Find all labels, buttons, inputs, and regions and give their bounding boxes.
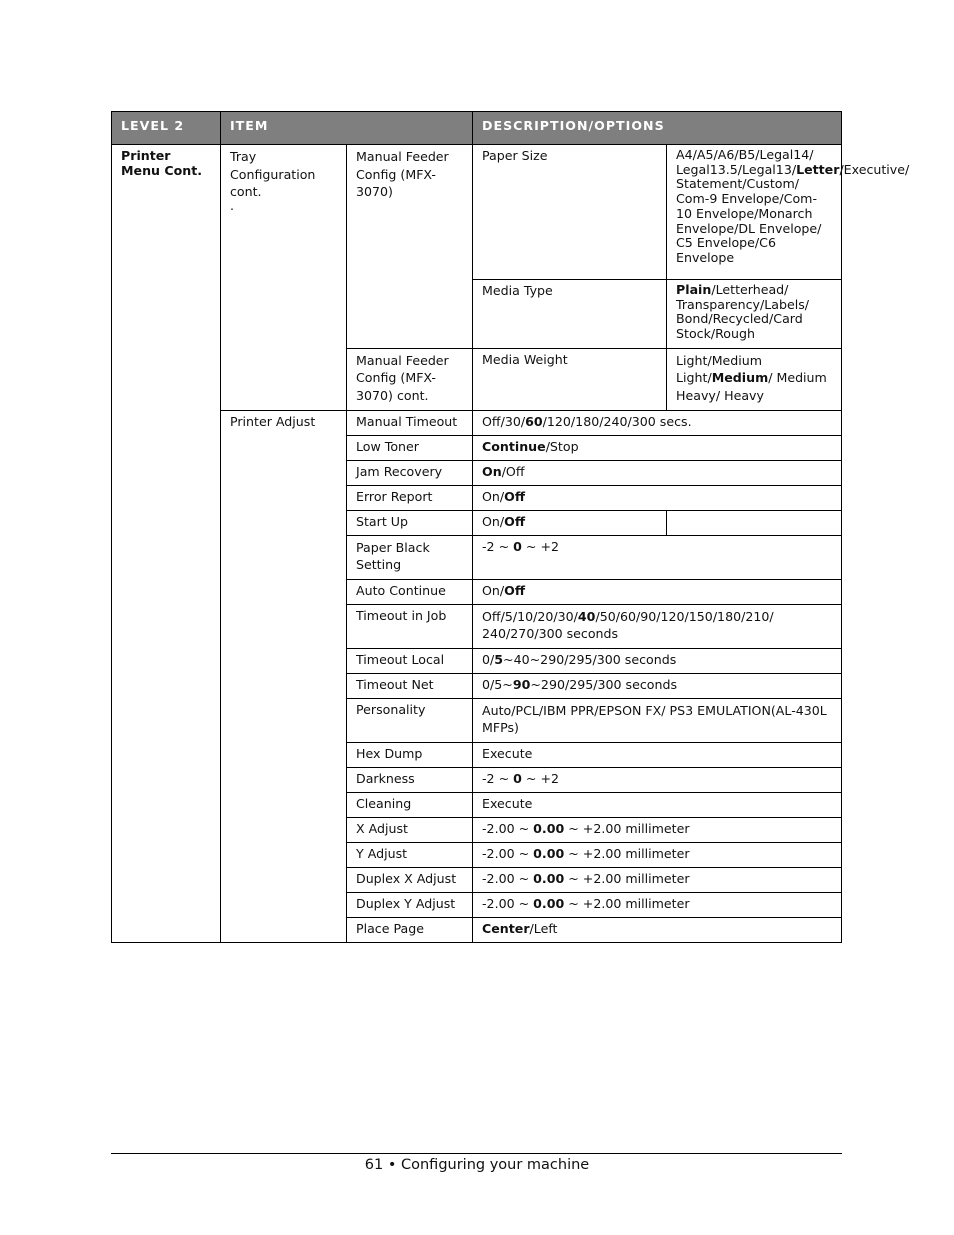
setting-options: [473, 674, 842, 699]
page-number: 61: [364, 1157, 384, 1173]
tray-config-dot: .: [230, 197, 235, 213]
option-text: ~ +2.00 millimeter: [564, 821, 690, 837]
option-text: ~40~290/295/300 seconds: [503, 652, 677, 668]
setting-label: Duplex Y Adjust: [347, 893, 473, 918]
level2-cell: Printer Menu Cont.: [112, 145, 221, 943]
setting-label: Hex Dump: [347, 743, 473, 768]
option-text: -2.00 ~: [482, 821, 534, 837]
option-text: 0/: [482, 652, 495, 668]
tray-config-cell: [221, 145, 347, 411]
printer-menu-table: [111, 111, 910, 943]
printer-adjust-cell: Printer Adjust: [221, 411, 347, 943]
option-text: Off/30/: [482, 414, 526, 430]
media-weight-label: Media Weight: [473, 348, 667, 411]
setting-options: [473, 486, 842, 511]
default-option: 0.00: [533, 871, 565, 887]
media-type-label: Media Type: [473, 280, 667, 349]
option-text: -2.00 ~: [482, 896, 534, 912]
setting-options: [473, 649, 842, 674]
option-text: Light/Medium Light/: [676, 352, 763, 386]
table-row: [112, 411, 842, 436]
table-header-row: [112, 112, 842, 145]
default-option: On: [482, 464, 502, 480]
option-text: -2 ~: [482, 771, 514, 787]
setting-options: [473, 793, 842, 818]
option-text: On/: [482, 583, 505, 599]
setting-label: Personality: [347, 699, 473, 743]
empty-cell: [667, 511, 842, 536]
setting-label: Jam Recovery: [347, 461, 473, 486]
default-option: Letter: [796, 161, 840, 177]
footer-bullet: •: [387, 1157, 397, 1173]
option-text: /Off: [501, 464, 525, 480]
option-text: Off/5/10/20/30/: [482, 609, 578, 625]
default-option: Off: [504, 489, 526, 505]
setting-label: Auto Continue: [347, 580, 473, 605]
option-text: -2.00 ~: [482, 871, 534, 887]
default-option: 40: [577, 609, 596, 625]
header-level: LEVEL 2: [112, 112, 221, 145]
option-text: ~ +2.00 millimeter: [564, 896, 690, 912]
option-text: ~ +2.00 millimeter: [564, 871, 690, 887]
option-text: /120/180/240/300 secs.: [542, 414, 692, 430]
setting-options: [473, 743, 842, 768]
option-text: On/: [482, 489, 505, 505]
setting-label: Cleaning: [347, 793, 473, 818]
setting-options: [473, 699, 842, 743]
media-weight-options: [667, 348, 842, 411]
option-text: ~ +2: [521, 771, 560, 787]
footer-divider: [111, 1153, 842, 1154]
option-text: A4/A5/A6/B5/Legal14/ Legal13.5/Legal13/: [676, 147, 814, 177]
setting-label: Timeout Net: [347, 674, 473, 699]
manual-feeder-cont-cell: Manual Feeder Config (MFX-3070) cont.: [347, 348, 473, 411]
setting-options: [473, 580, 842, 605]
setting-options: [473, 768, 842, 793]
default-option: 60: [525, 414, 543, 430]
setting-options: [473, 843, 842, 868]
setting-label: Manual Timeout: [347, 411, 473, 436]
default-option: Off: [504, 514, 526, 530]
option-text: / Medium Heavy/ Heavy: [676, 370, 827, 403]
default-option: Plain: [676, 282, 712, 297]
setting-label: Y Adjust: [347, 843, 473, 868]
default-option: Continue: [482, 439, 546, 455]
option-text: -2 ~: [482, 539, 514, 555]
setting-label: Place Page: [347, 918, 473, 943]
setting-label: Timeout Local: [347, 649, 473, 674]
footer-title: Configuring your machine: [401, 1157, 590, 1173]
setting-options: [473, 461, 842, 486]
media-type-options: [667, 280, 842, 349]
setting-label: Low Toner: [347, 436, 473, 461]
option-text: On/: [482, 514, 505, 530]
paper-size-label: Paper Size: [473, 145, 667, 280]
setting-options: [473, 536, 842, 580]
header-item: ITEM: [221, 112, 473, 145]
setting-options: [473, 868, 842, 893]
default-option: 0.00: [533, 821, 565, 837]
option-text: Execute: [482, 746, 533, 762]
option-text: /Executive/ Statement/Custom/ Com-9 Envelope/Com-10 Envelope/Monarch Envelope/DL Envelope/ C5 Envelope/C6 Envelope: [676, 161, 910, 265]
table-row: [112, 145, 842, 280]
setting-label: Error Report: [347, 486, 473, 511]
default-option: Off: [504, 583, 526, 599]
setting-options: [473, 436, 842, 461]
setting-options: [473, 818, 842, 843]
option-text: Auto/PCL/IBM PPR/EPSON FX/ PS3 EMULATION(AL-430L MFPs): [482, 703, 827, 736]
header-description: DESCRIPTION/OPTIONS: [473, 112, 842, 145]
setting-label: Duplex X Adjust: [347, 868, 473, 893]
option-text: /Letterhead/ Transparency/Labels/ Bond/Recycled/Card Stock/Rough: [676, 282, 810, 342]
default-option: 90: [512, 677, 531, 693]
default-option: 5: [494, 652, 504, 668]
setting-label: X Adjust: [347, 818, 473, 843]
setting-label: Timeout in Job: [347, 605, 473, 649]
option-text: 0/5~: [482, 677, 513, 693]
default-option: 0.00: [533, 896, 565, 912]
manual-feeder-cell: Manual Feeder Config (MFX-3070): [347, 145, 473, 349]
option-text: /Stop: [545, 439, 579, 455]
setting-label: Paper Black Setting: [347, 536, 473, 580]
setting-options: [473, 511, 667, 536]
option-text: Execute: [482, 796, 533, 812]
setting-label: Darkness: [347, 768, 473, 793]
option-text: -2.00 ~: [482, 846, 534, 862]
setting-options: [473, 605, 842, 649]
option-text: ~ +2: [521, 539, 560, 555]
option-text: /50/60/90/120/150/180/210/ 240/270/300 seconds: [482, 609, 774, 642]
default-option: 0: [513, 539, 522, 555]
paper-size-options: [667, 145, 910, 280]
option-text: /Left: [529, 921, 558, 937]
default-option: Center: [482, 921, 530, 937]
setting-label: Start Up: [347, 511, 473, 536]
setting-options: [473, 893, 842, 918]
option-text: ~ +2.00 millimeter: [564, 846, 690, 862]
tray-config-label: Tray Configuration cont.: [230, 149, 316, 199]
default-option: 0: [513, 771, 522, 787]
page-footer: [0, 1157, 954, 1173]
option-text: ~290/295/300 seconds: [530, 677, 678, 693]
setting-options: [473, 918, 842, 943]
default-option: 0.00: [533, 846, 565, 862]
default-option: Medium: [711, 370, 769, 386]
setting-options: [473, 411, 842, 436]
